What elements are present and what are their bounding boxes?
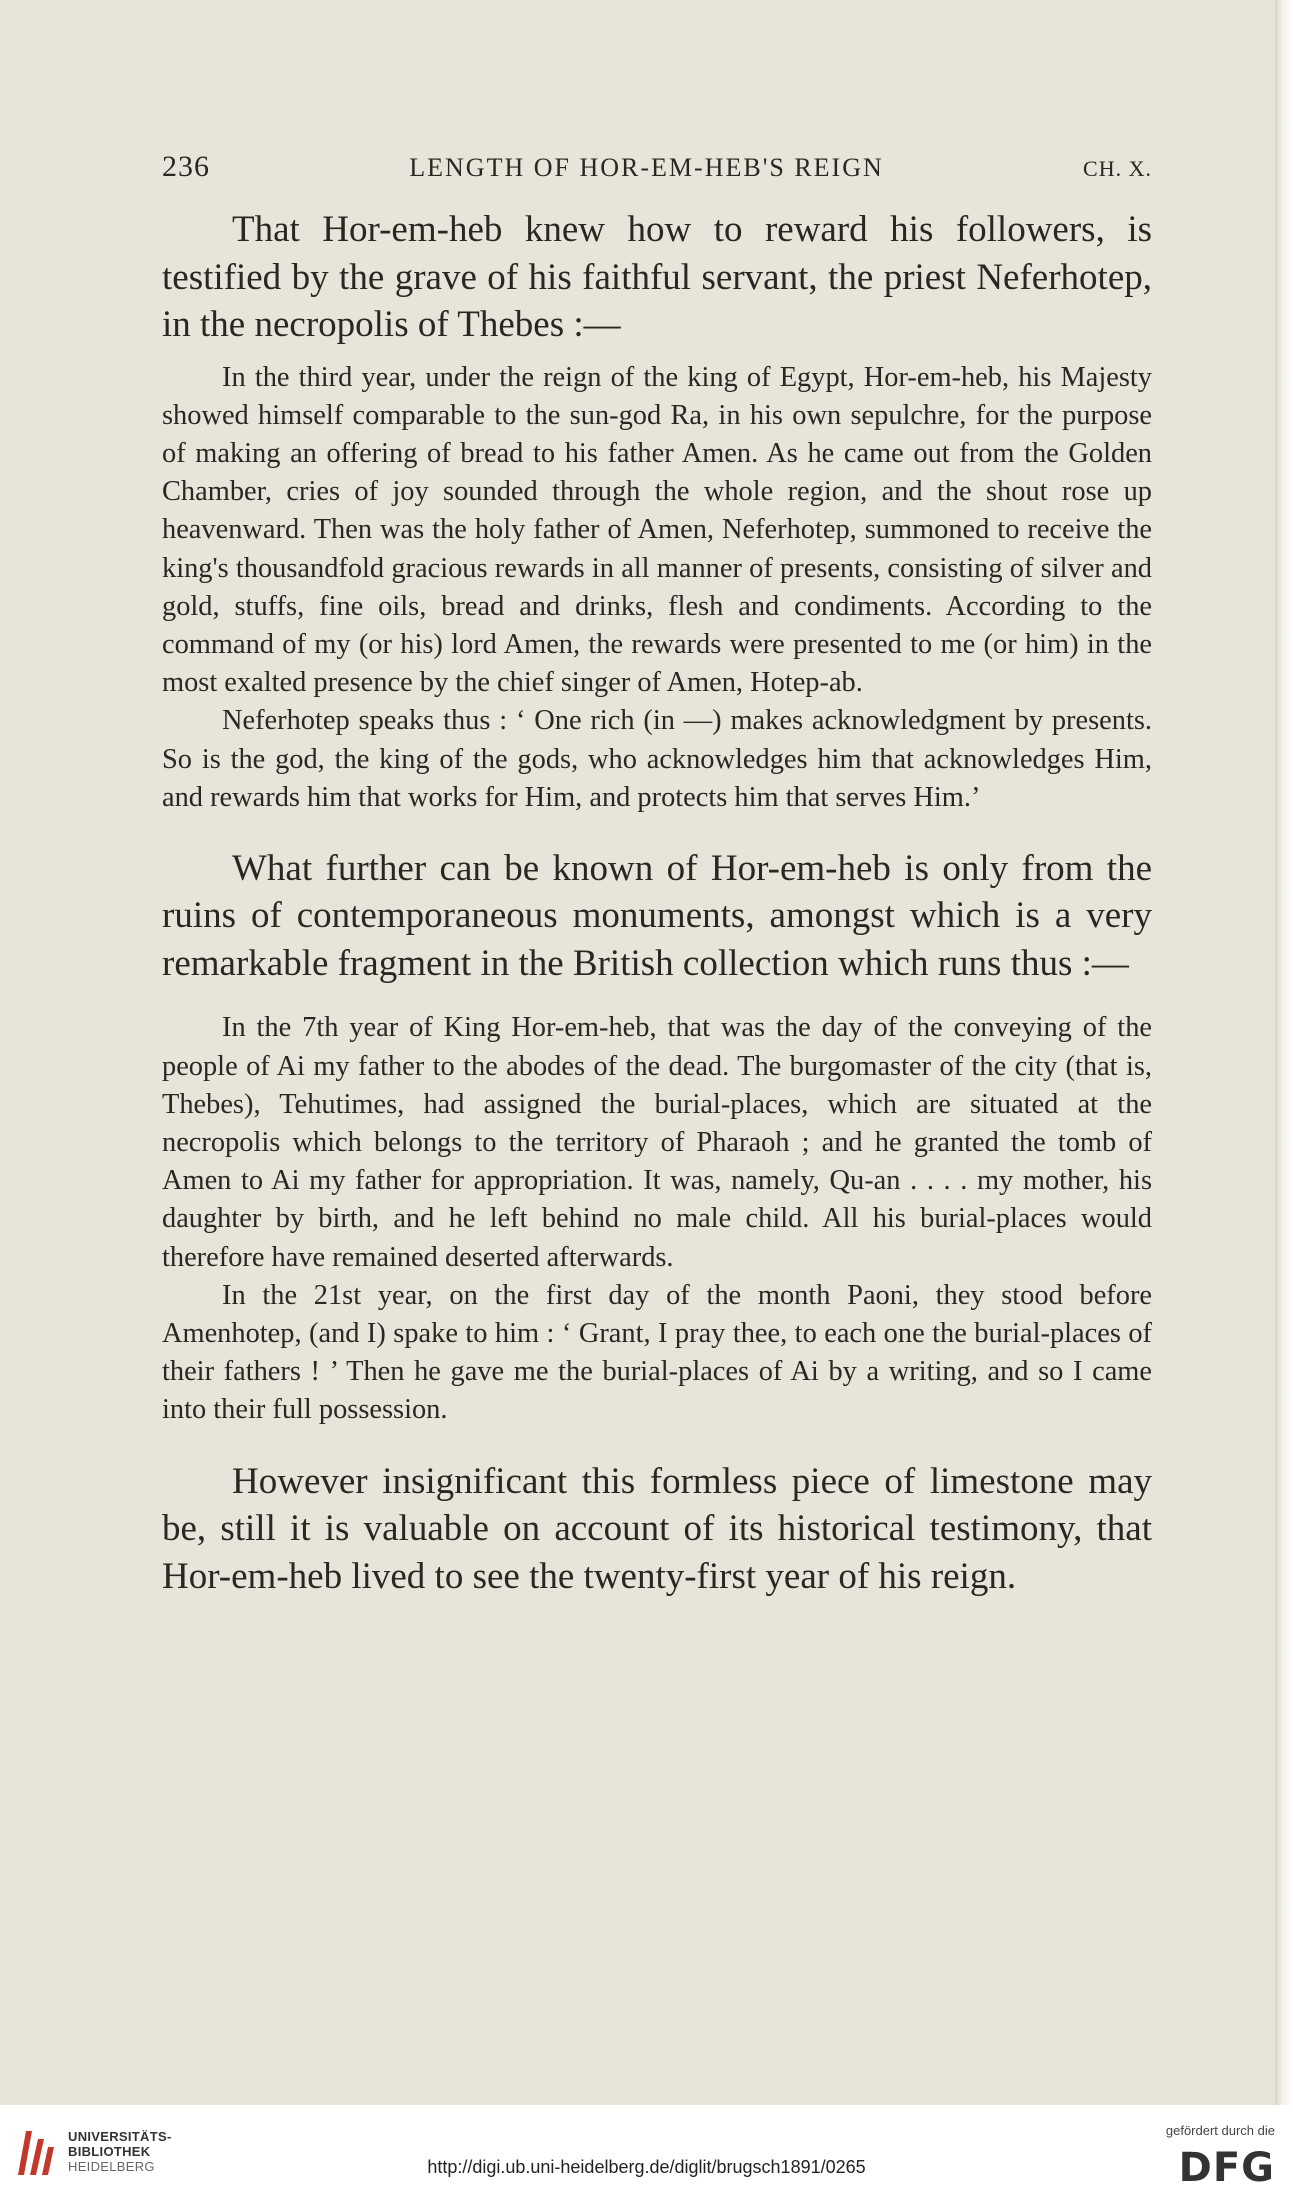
quote-3: In the 7th year of King Hor-em-heb, that was the day of the conveying of the people of Ai my father to the abodes of the dead. The burgomaster of the city (that is, Thebes), Tehutimes, had assigned the burial-places, which are situated at the necropolis which belongs to the territory of Pharaoh ; and he granted the tomb of Amen to Ai my father for appropriation. It was, namely, Qu-an . . . . my mother, his daughter by birth, and he left behind no male child. All his burial-places would therefore have remained deserted afterwards. [162, 1012, 1152, 1273]
page-number: 236 [162, 150, 210, 183]
chapter-label: CH. X. [1083, 156, 1152, 181]
paragraph-1: That Hor-em-heb knew how to reward his followers, is testified by the grave of his faithful servant, the priest Neferhotep, in the necropolis of Thebes :— [162, 209, 1152, 345]
text-block [162, 150, 1152, 1600]
library-line-3: HEIDELBERG [68, 2159, 155, 2174]
quote-2: Neferhotep speaks thus : ‘ One rich (in —) makes acknowledgment by presents. So is the god, the king of the gods, who acknowledges him that acknowledges Him, and rewards him that works for Him, and protects him that serves Him.’ [162, 705, 1152, 813]
dfg-logo: DFG [1178, 2145, 1275, 2191]
quote-1: In the third year, under the reign of the king of Egypt, Hor-em-heb, his Majesty showed himself comparable to the sun-god Ra, in his own sepulchre, for the purpose of making an offering of bread to his father Amen. As he came out from the Golden Chamber, cries of joy sounded through the whole region, and the shout rose up heavenward. Then was the holy father of Amen, Neferhotep, summoned to receive the king's thousandfold gracious rewards in all manner of presents, consisting of silver and gold, stuffs, fine oils, bread and drinks, flesh and condiments. According to the command of my (or his) lord Amen, the rewards were presented to me (or him) in the most exalted presence by the chief singer of Amen, Hotep-ab. [162, 361, 1152, 699]
paragraph-3: However insignificant this formless piece of limestone may be, still it is valuable on account of its historical testimony, that Hor-em-heb lived to see the twenty-first year of his reign. [162, 1460, 1152, 1597]
running-title: LENGTH OF HOR-EM-HEB'S REIGN [409, 153, 884, 182]
library-line-2: BIBLIOTHEK [68, 2144, 151, 2159]
library-line-1: UNIVERSITÄTS- [68, 2129, 172, 2144]
quote-4: In the 21st year, on the first day of the month Paoni, they stood before Amenhotep, (and I) spake to him : ‘ Grant, I pray thee, to each one the burial-places of their fathers ! ’ Then he gave me the burial-places of Ai by a writing, and so I came into their full possession. [162, 1279, 1152, 1426]
running-head [162, 150, 1152, 184]
source-url[interactable]: http://digi.ub.uni-heidelberg.de/diglit/brugsch1891/0265 [427, 2157, 866, 2177]
paragraph-2: What further can be known of Hor-em-heb is only from the ruins of contemporaneous monuments, amongst which is a very remarkable fragment in the British collection which runs thus :— [162, 847, 1152, 984]
page-edge [1275, 0, 1293, 2105]
footer-bar [0, 2105, 1293, 2200]
funding-note: gefördert durch die [1165, 2123, 1275, 2138]
